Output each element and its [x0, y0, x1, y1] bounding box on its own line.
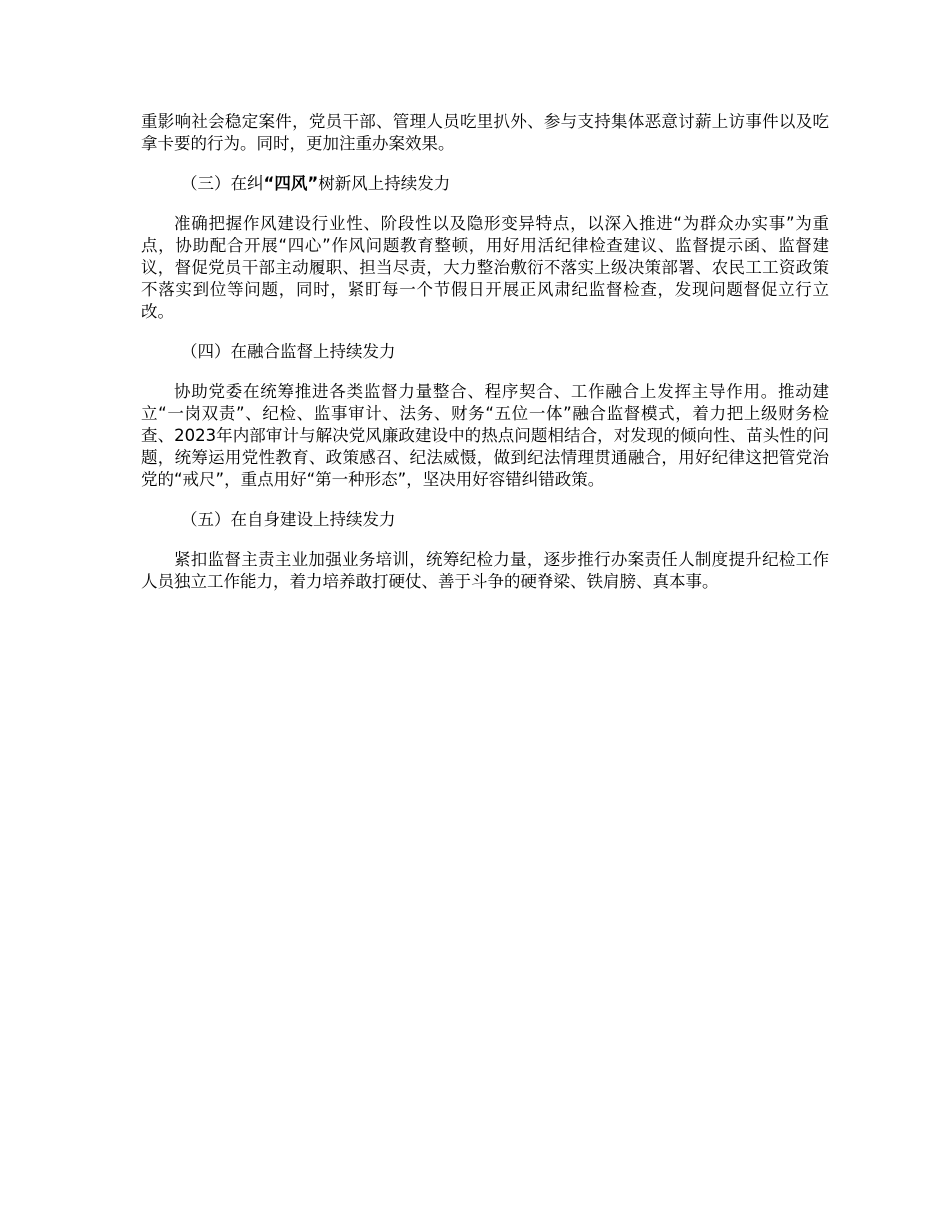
heading-3-quoted: “四风”	[263, 174, 319, 193]
document-body	[141, 111, 829, 611]
section-heading-3	[141, 173, 829, 195]
heading-3-prefix: （三）在纠	[181, 174, 264, 193]
paragraph-style-building: 准确把握作风建设行业性、阶段性以及隐形变异特点，以深入推进“为群众办实事”为重点，协助配合开展“四心”作风问题教育整顿，用好用活纪律检查建议、监督提示函、监督建议，督促党员干部主动履职、担当尽责，大力整治敷衍不落实上级决策部署、农民工工资政策不落实到位等问题，同时，紧盯每一个节假日开展正风肃纪监督检查，发现问题督促立行立改。	[141, 214, 829, 321]
section-heading-5: （五）在自身建设上持续发力	[181, 510, 396, 529]
paragraph-self-construction: 紧扣监督主责主业加强业务培训，统筹纪检力量，逐步推行办案责任人制度提升纪检工作人员独立工作能力，着力培养敢打硬仗、善于斗争的硬脊梁、铁肩膀、真本事。	[141, 550, 829, 591]
paragraph-integrated-supervision: 协助党委在统筹推进各类监督力量整合、程序契合、工作融合上发挥主导作用。推动建立“一岗双责”、纪检、监事审计、法务、财务“五位一体”融合监督模式，着力把上级财务检查、2023年内部审计与解决党风廉政建设中的热点问题相结合，对发现的倾向性、苗头性的问题，统筹运用党性教育、政策感召、纪法威慑，做到纪法情理贯通融合，用好纪律这把管党治党的“戒尺”，重点用好“第一种形态”，坚决用好容错纠错政策。	[141, 382, 829, 489]
paragraph-continuation: 重影响社会稳定案件，党员干部、管理人员吃里扒外、参与支持集体恶意讨薪上访事件以及吃拿卡要的行为。同时，更加注重办案效果。	[141, 112, 829, 153]
heading-3-suffix: 树新风上持续发力	[318, 174, 451, 193]
section-heading-4: （四）在融合监督上持续发力	[181, 342, 396, 361]
